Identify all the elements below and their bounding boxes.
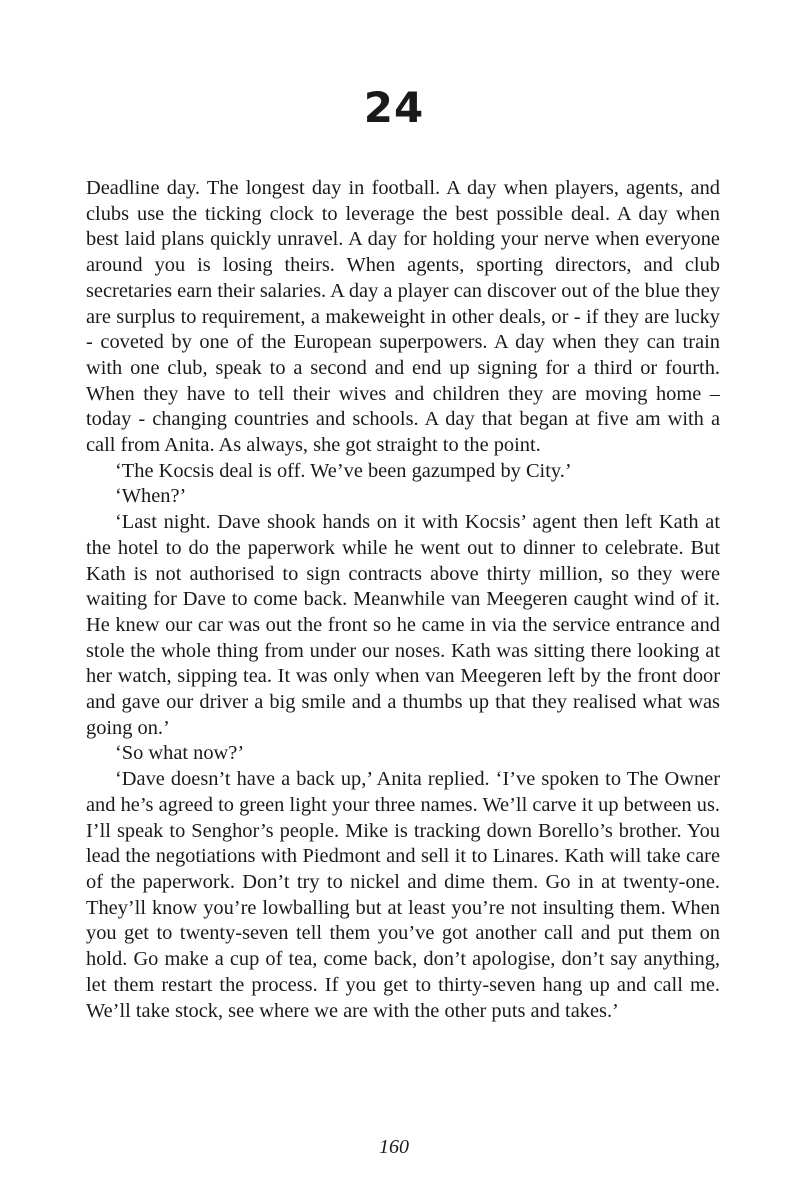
- paragraph: ‘The Kocsis deal is off. We’ve been gazumped by City.’: [115, 459, 572, 482]
- paragraph: ‘Last night. Dave shook hands on it with Kocsis’ agent then left Kath at the hotel to do the paperwork while he went out to dinner to celebrate. But Kath is not authorised to sign contracts above thirty million, so they were waiting for Dave to come back. Meanwhile van Meegeren caught wind of it. He knew our car was out the front so he came in via the service entrance and stole the whole thing from under our noses. Kath was sitting there looking at her watch, sipping tea. It was only when van Meegeren left by the front door and gave our driver a big smile and a thumbs up that they realised what was going on.’: [86, 511, 720, 739]
- page-number: 160: [379, 1136, 409, 1158]
- paragraph: ‘When?’: [115, 485, 187, 508]
- paragraph: ‘So what now?’: [115, 742, 245, 765]
- paragraph: ‘Dave doesn’t have a back up,’ Anita replied. ‘I’ve spoken to The Owner and he’s agreed to green light your three names. We’ll carve it up between us. I’ll speak to Senghor’s people. Mike is tracking down Borello’s brother. You lead the negotiations with Piedmont and sell it to Linares. Kath will take care of the paperwork. Don’t try to nickel and dime them. Go in at twenty-one. They’ll know you’re lowballing but at least you’re not insulting them. When you get to twenty-seven tell them you’ve got another call and put them on hold. Go make a cup of tea, come back, don’t apologise, don’t say anything, let them restart the process. If you get to thirty-seven hang up and call me. We’ll take stock, see where we are with the other puts and takes.’: [86, 768, 720, 1022]
- chapter-body: [86, 176, 720, 1024]
- paragraph: Deadline day. The longest day in football. A day when players, agents, and clubs use the ticking clock to leverage the best possible deal. A day when best laid plans quickly unravel. A day for holding your nerve when everyone around you is losing theirs. When agents, sporting directors, and club secretaries earn their salaries. A day a player can discover out of the blue they are surplus to requirement, a makeweight in other deals, or - if they are lucky - coveted by one of the European superpowers. A day when they can train with one club, speak to a second and end up signing for a third or fourth. When they have to tell their wives and children they are moving home – today - changing countries and schools. A day that began at five am with a call from Anita. As always, she got straight to the point.: [86, 177, 720, 457]
- chapter-number: 24: [363, 83, 425, 132]
